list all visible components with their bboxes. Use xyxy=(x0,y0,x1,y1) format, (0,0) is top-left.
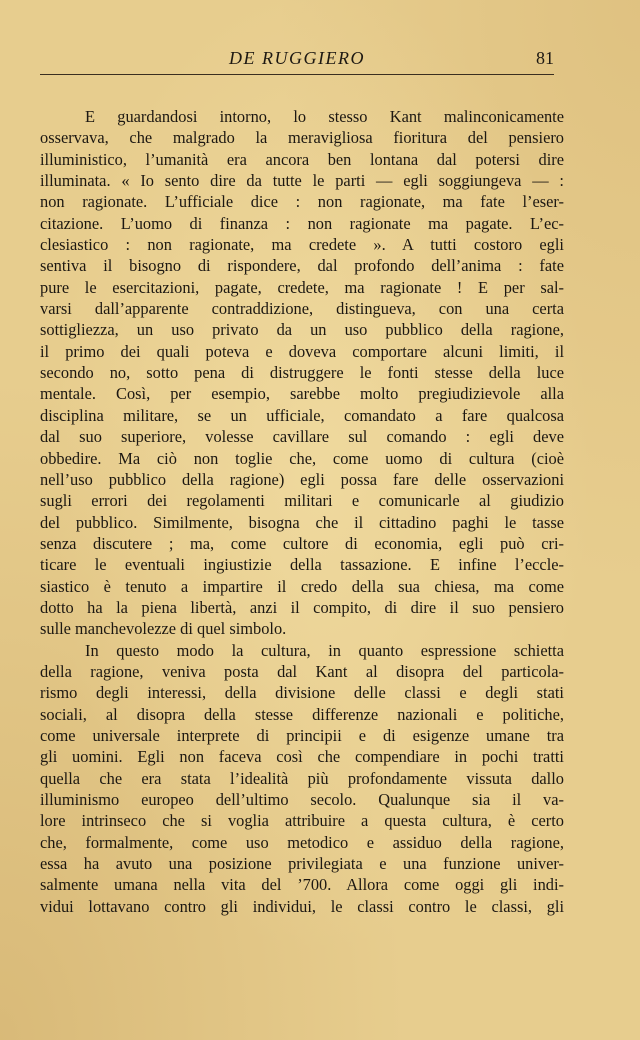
text-line: ticare le eventuali ingiustizie della tassazione. E infine l’eccle- xyxy=(40,555,564,575)
text-line: siastico è tenuto a impartire il credo della sua chiesa, ma come xyxy=(40,576,564,596)
text-line: clesiastico : non ragionate, ma credete ». A tutti costoro egli xyxy=(40,235,564,255)
text-line: varsi dall’apparente contraddizione, distingueva, con una certa xyxy=(40,299,564,319)
text-line: sociali, al disopra della stesse differenze nazionali e politiche, xyxy=(40,704,564,724)
paragraph-end-line: sulle manchevolezze di quel simbolo. xyxy=(40,619,287,639)
text-line: essa ha avuto una posizione privilegiata e una funzione univer- xyxy=(40,854,564,874)
text-line: salmente umana nella vita del ’700. Allora come oggi gli indi- xyxy=(40,875,564,895)
text-line: rismo degli interessi, della divisione delle classi e degli stati xyxy=(40,683,564,703)
page-number: 81 xyxy=(536,48,554,68)
text-line: mentale. Così, per esempio, sarebbe molto pregiudizievole alla xyxy=(40,384,564,404)
text-line: vidui lottavano contro gli individui, le classi contro le classi, gli xyxy=(40,896,564,916)
text-line: dal suo superiore, volesse cavillare sul comando : egli deve xyxy=(40,427,564,447)
text-line: osservava, che malgrado la meravigliosa fioritura del pensiero xyxy=(40,128,564,148)
text-line: lore intrinseco che si voglia attribuire a questa cultura, è certo xyxy=(40,811,564,831)
text-line: illuminismo europeo dell’ultimo secolo. Qualunque sia il va- xyxy=(40,790,564,809)
text-line: citazione. L’uomo di finanza : non ragionate ma pagate. L’ec- xyxy=(40,213,564,233)
text-line: come universale interprete di principii e di esigenze umane tra xyxy=(40,725,564,745)
text-line: del pubblico. Similmente, bisogna che il cittadino paghi le tasse xyxy=(40,512,564,532)
text-line: illuministico, l’umanità era ancora ben lontana dal potersi dire xyxy=(40,149,564,169)
text-line: sentiva il bisogno di rispondere, dal profondo dell’anima : fate xyxy=(40,256,564,276)
text-line: quella che era stata l’idealità più profondamente vissuta dallo xyxy=(40,768,564,788)
text-line: pure le esercitazioni, pagate, credete, ma ragionate ! E per sal- xyxy=(40,277,564,297)
text-line: della ragione, veniva posta dal Kant al disopra del particola- xyxy=(40,661,564,681)
text-line: nell’uso pubblico della ragione) egli possa fare delle osservazioni xyxy=(40,469,564,489)
text-line: secondo no, sotto pena di distruggere le fonti stesse della luce xyxy=(40,363,564,383)
text-line: E guardandosi intorno, lo stesso Kant malinconicamente xyxy=(85,107,564,126)
text-line: disciplina militare, se un ufficiale, comandato a fare qualcosa xyxy=(40,405,564,425)
text-line: dotto ha la piena libertà, anzi il compito, di dire il suo pensiero xyxy=(40,597,564,617)
paragraph-start-line: In questo modo la cultura, in quanto espressione schietta xyxy=(85,640,564,660)
text-line: obbedire. Ma ciò non toglie che, come uomo di cultura (cioè xyxy=(40,448,564,468)
running-title: DE RUGGIERO xyxy=(229,48,365,68)
text-line: il primo dei quali poteva e doveva comportare alcuni limiti, il xyxy=(40,341,564,361)
text-line: illuminata. « Io sento dire da tutte le parti — egli soggiungeva — : xyxy=(40,171,564,191)
text-line: gli uomini. Egli non faceva così che compendiare in pochi tratti xyxy=(40,747,564,767)
text-line: sugli errori dei regolamenti militari e comunicarle al giudizio xyxy=(40,491,564,511)
text-line: sottigliezza, un uso privato da un uso pubblico della ragione, xyxy=(40,320,564,340)
running-header xyxy=(40,46,554,75)
text-line: senza discutere ; ma, come cultore di economia, egli può cri- xyxy=(40,533,564,553)
text-line: che, formalmente, come uso metodico e assiduo della ragione, xyxy=(40,832,564,852)
text-line: non ragionate. L’ufficiale dice : non ragionate, ma fate l’eser- xyxy=(40,192,564,212)
body-text xyxy=(40,106,564,917)
